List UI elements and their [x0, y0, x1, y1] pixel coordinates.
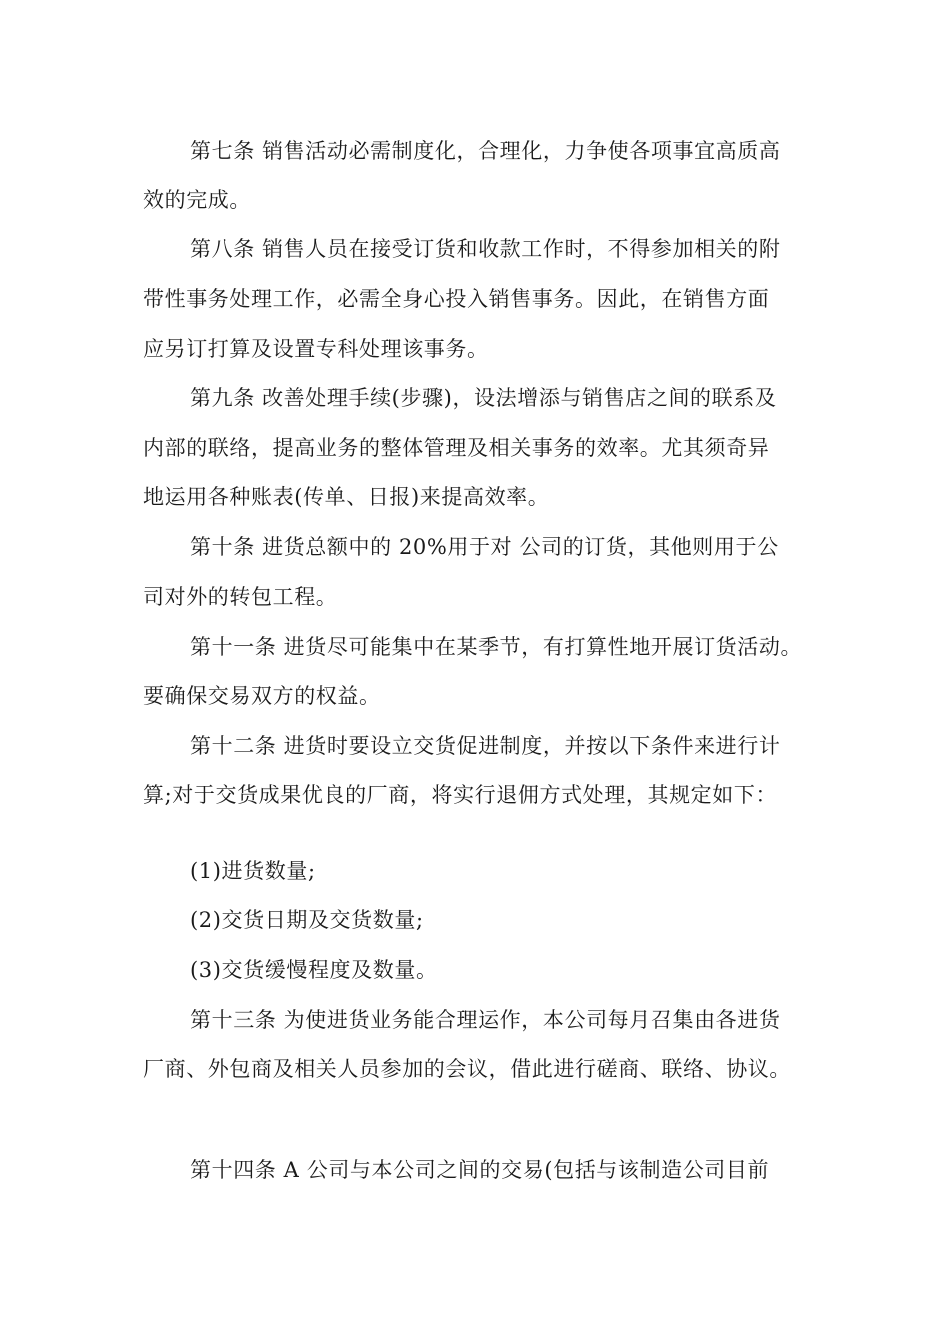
list-item-1: (1)进货数量; [190, 859, 316, 883]
article-12-line-1: 第十二条 进货时要设立交货促进制度，并按以下条件来进行计 [190, 734, 781, 758]
article-11-line-1: 第十一条 进货尽可能集中在某季节，有打算性地开展订货活动。 [190, 635, 803, 659]
article-10-line-1: 第十条 进货总额中的 20%用于对 公司的订货，其他则用于公 [190, 535, 779, 559]
article-12-line-2: 算;对于交货成果优良的厂商，将实行退佣方式处理，其规定如下： [143, 783, 778, 807]
article-7-line-1: 第七条 销售活动必需制度化，合理化，力争使各项事宜高质高 [190, 139, 781, 163]
article-10-line-2: 司对外的转包工程。 [143, 585, 338, 609]
article-8-line-2: 带性事务处理工作，必需全身心投入销售事务。因此，在销售方面 [143, 287, 770, 311]
article-14-line-1: 第十四条 A 公司与本公司之间的交易(包括与该制造公司目前 [190, 1158, 770, 1182]
article-11-line-2: 要确保交易双方的权益。 [143, 684, 381, 708]
article-7-line-2: 效的完成。 [143, 188, 251, 212]
article-8-line-1: 第八条 销售人员在接受订货和收款工作时，不得参加相关的附 [190, 237, 781, 261]
article-13-line-1: 第十三条 为使进货业务能合理运作，本公司每月召集由各进货 [190, 1008, 781, 1032]
article-9-line-2: 内部的联络，提高业务的整体管理及相关事务的效率。尤其须奇异 [143, 436, 770, 460]
article-8-line-3: 应另订打算及设置专科处理该事务。 [143, 337, 489, 361]
article-9-line-3: 地运用各种账表(传单、日报)来提高效率。 [143, 485, 550, 509]
list-item-2: (2)交货日期及交货数量; [190, 908, 424, 932]
article-13-line-2: 厂商、外包商及相关人员参加的会议，借此进行磋商、联络、协议。 [143, 1057, 791, 1081]
article-9-line-1: 第九条 改善处理手续(步骤)，设法增添与销售店之间的联系及 [190, 386, 777, 410]
list-item-3: (3)交货缓慢程度及数量。 [190, 958, 438, 982]
